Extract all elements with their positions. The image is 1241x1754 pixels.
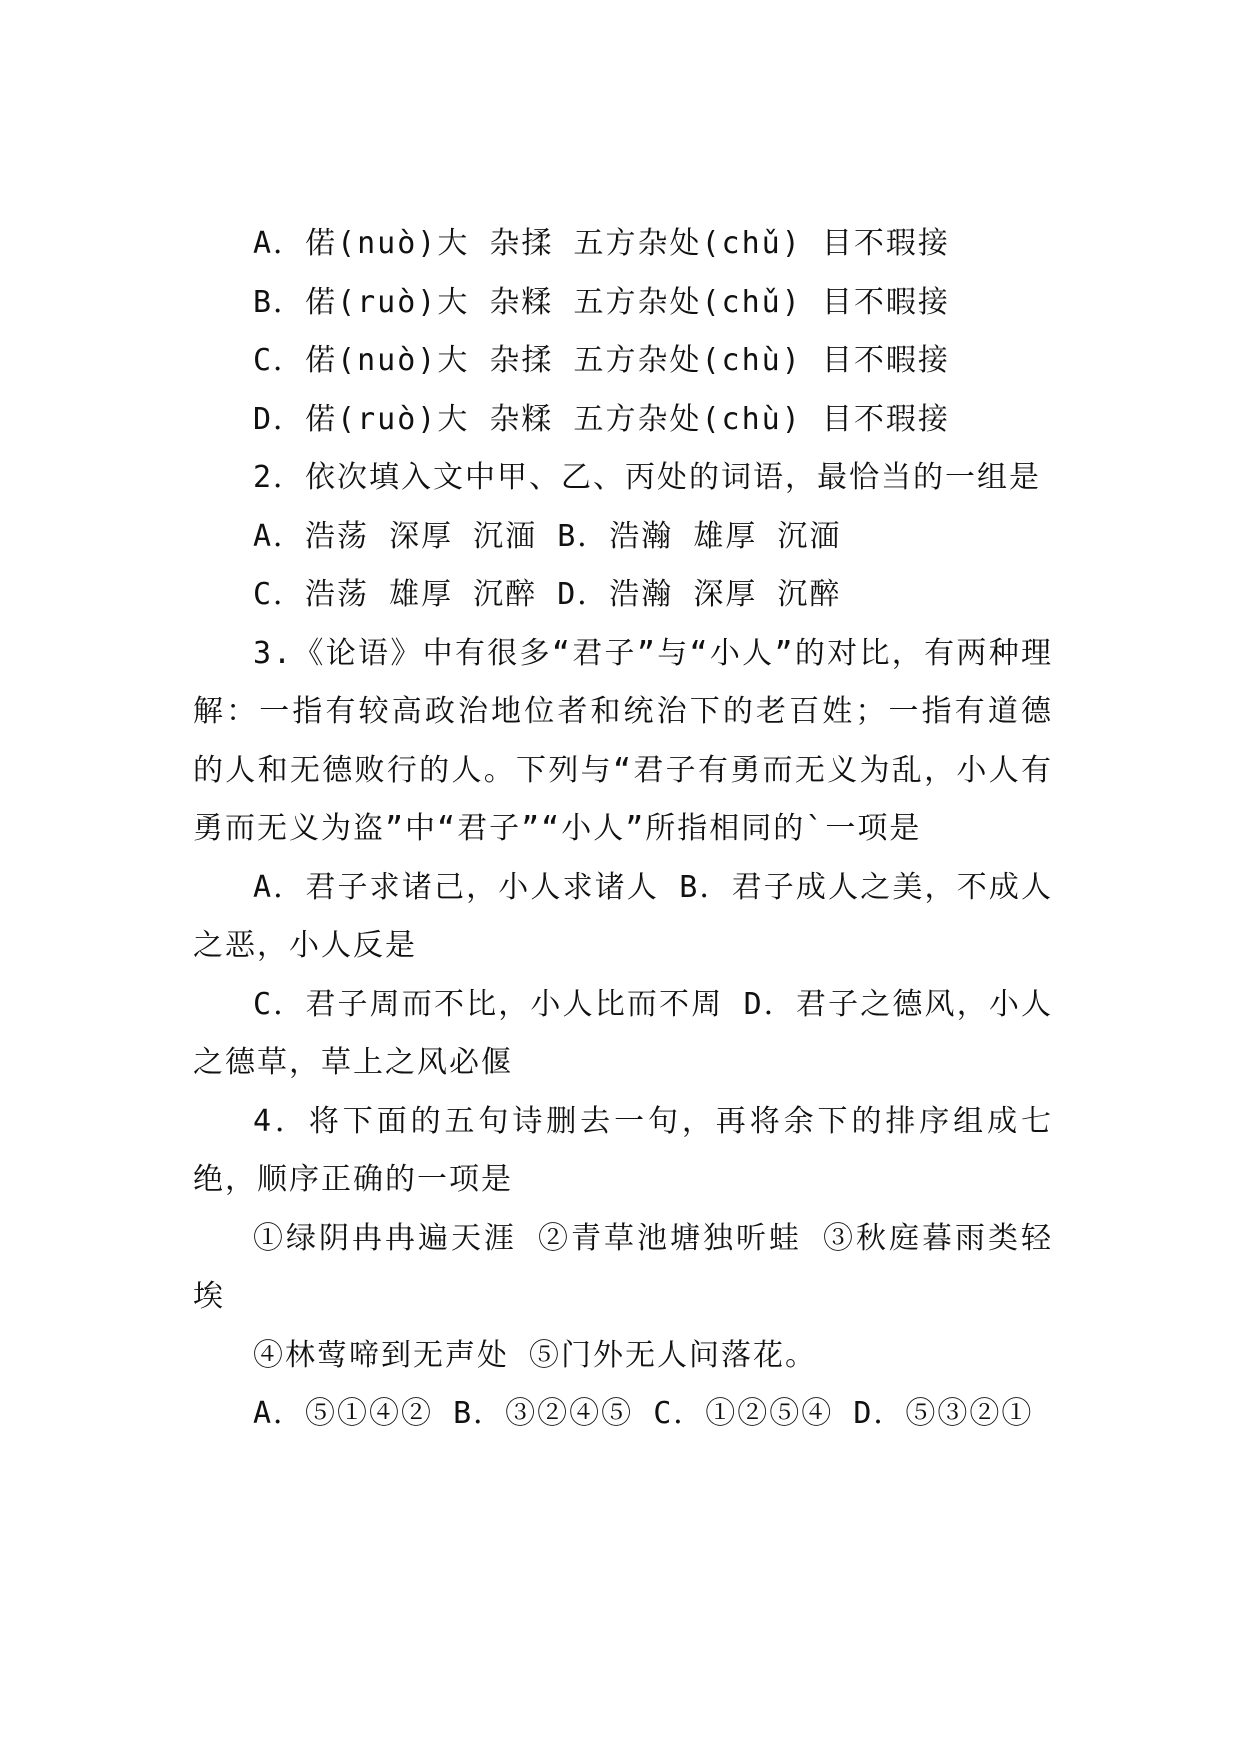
q3-options-cd: C．君子周而不比，小人比而不周 D．君子之德风，小人之德草，草上之风必偃 [193,986,1053,1080]
q2-options-ab: A．浩荡 深厚 沉湎 B．浩瀚 雄厚 沉湎 [253,518,842,554]
q4-poem-lines-4-5: ④林莺啼到无声处 ⑤门外无人问落花。 [253,1337,818,1373]
q2-stem: 2．依次填入文中甲、乙、丙处的词语，最恰当的一组是 [253,460,1042,495]
q3-stem: 3.《论语》中有很多“君子”与“小人”的对比，有两种理解：一指有较高政治地位者和统治下的老百姓；一指有道德的人和无德败行的人。下列与“君子有勇而无义为乱，小人有勇而无义为盗”中“君子”“小人”所指相同的`一项是 [193,635,1053,846]
document-body [193,215,1053,1444]
q1-option-b: B．偌(ruò)大 杂糅 五方杂处(chǔ) 目不暇接 [253,284,950,320]
q4-stem: 4．将下面的五句诗删去一句，再将余下的排序组成七绝，顺序正确的一项是 [193,1103,1053,1197]
q4-options: A．⑤①④② B．③②④⑤ C．①②⑤④ D．⑤③②① [253,1396,1034,1431]
q1-option-c: C．偌(nuò)大 杂揉 五方杂处(chù) 目不暇接 [253,343,950,378]
q1-option-a: A．偌(nuò)大 杂揉 五方杂处(chǔ) 目不瑕接 [253,226,950,261]
q3-options-ab: A．君子求诸己，小人求诸人 B．君子成人之美，不成人之恶，小人反是 [193,869,1053,963]
q2-options-cd: C．浩荡 雄厚 沉醉 D．浩瀚 深厚 沉醉 [253,577,842,612]
q1-option-d: D．偌(ruò)大 杂糅 五方杂处(chù) 目不瑕接 [253,401,950,437]
q4-poem-lines-1-3: ①绿阴冉冉遍天涯 ②青草池塘独听蛙 ③秋庭暮雨类轻埃 [193,1220,1053,1314]
